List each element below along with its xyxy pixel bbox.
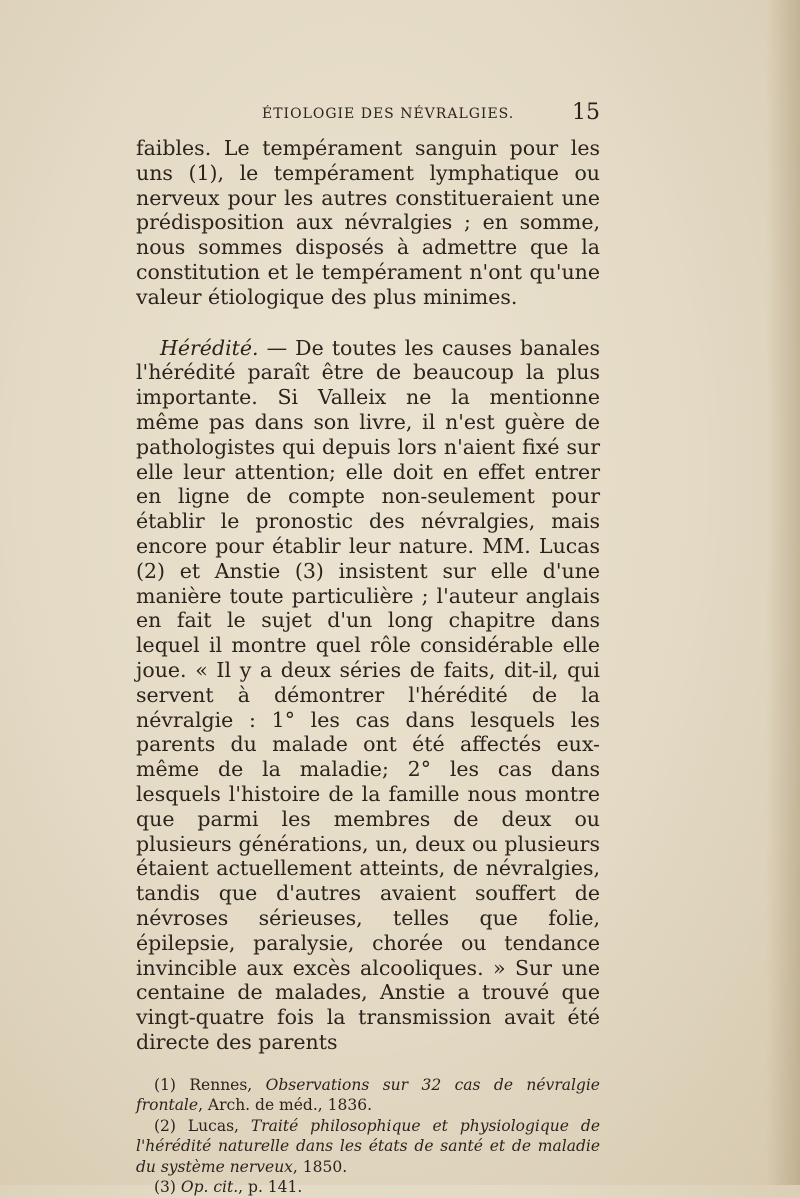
running-head xyxy=(136,100,600,136)
footnote-rest: , Arch. de méd., 1836. xyxy=(198,1096,373,1115)
footnotes xyxy=(136,1075,600,1198)
footnote-author: Lucas, xyxy=(187,1116,251,1135)
body-text xyxy=(136,136,600,1055)
footnote-author: Rennes, xyxy=(189,1075,266,1094)
footnote-work-title: Traité philosophique et physiologique de l'hérédité naturelle dans les états de santé et de maladie du système nerveux xyxy=(136,1116,600,1176)
section-subheading: Hérédité. xyxy=(160,335,259,360)
footnote-rest: , 1850. xyxy=(292,1157,348,1176)
footnote-3 xyxy=(136,1177,600,1198)
page-number: 15 xyxy=(572,100,600,125)
footnote-work-title: Observations sur 32 cas de névralgie frontale xyxy=(136,1075,600,1115)
paragraph-heredite xyxy=(136,336,600,1055)
footnote-marker: (3) xyxy=(154,1178,181,1197)
paragraph-heredite-text: — De toutes les causes banales l'hérédité paraît être de beaucoup la plus importante. Si Valleix ne la mentionne même pas dans son livre, il n'est guère de pathologistes qui depuis lors n'aient fixé sur elle leur attention; elle doit en effet entrer en ligne de compte non-seulement pour établir le pronostic des névralgies, mais encore pour établir leur nature. MM. Lucas (2) et Anstie (3) insistent sur elle d'une manière toute particulière ; l'auteur anglais en fait le sujet d'un long chapitre dans lequel il montre quel rôle considérable elle joue. « Il y a deux séries de faits, dit-il, qui servent à démontrer l'hérédité de la névralgie : 1° les cas dans lesquels les parents du malade ont été affectés eux-même de la maladie; 2° les cas dans lesquels l'histoire de la famille nous montre que parmi les membres de deux ou plusieurs générations, un, deux ou plusieurs étaient actuellement atteints, de névralgies, tandis que d'autres avaient souffert de névroses sérieuses, telles que folie, épilepsie, paralysie, chorée ou tendance invincible aux excès alcooliques. » Sur une centaine de malades, Anstie a trouvé que vingt-quatre fois la transmission avait été directe des parents xyxy=(136,335,600,1054)
running-head-title: ÉTIOLOGIE DES NÉVRALGIES. xyxy=(262,106,515,122)
page-edge-shadow xyxy=(766,0,800,1185)
footnote-2 xyxy=(136,1116,600,1178)
book-page xyxy=(136,100,600,1198)
footnote-work-title: Op. cit. xyxy=(180,1178,239,1197)
footnote-marker: (2) xyxy=(154,1116,188,1135)
footnote-1 xyxy=(136,1075,600,1116)
footnote-marker: (1) xyxy=(154,1075,190,1094)
footnote-rest: , p. 141. xyxy=(238,1178,303,1197)
paragraph-constitution: faibles. Le tempérament sanguin pour les uns (1), le tempérament lymphatique ou nerveux pour les autres constitueraient une prédisposition aux névralgies ; en somme, nous sommes disposés à admettre que la constitution et le tempérament n'ont qu'une valeur étiologique des plus minimes. xyxy=(136,136,600,309)
